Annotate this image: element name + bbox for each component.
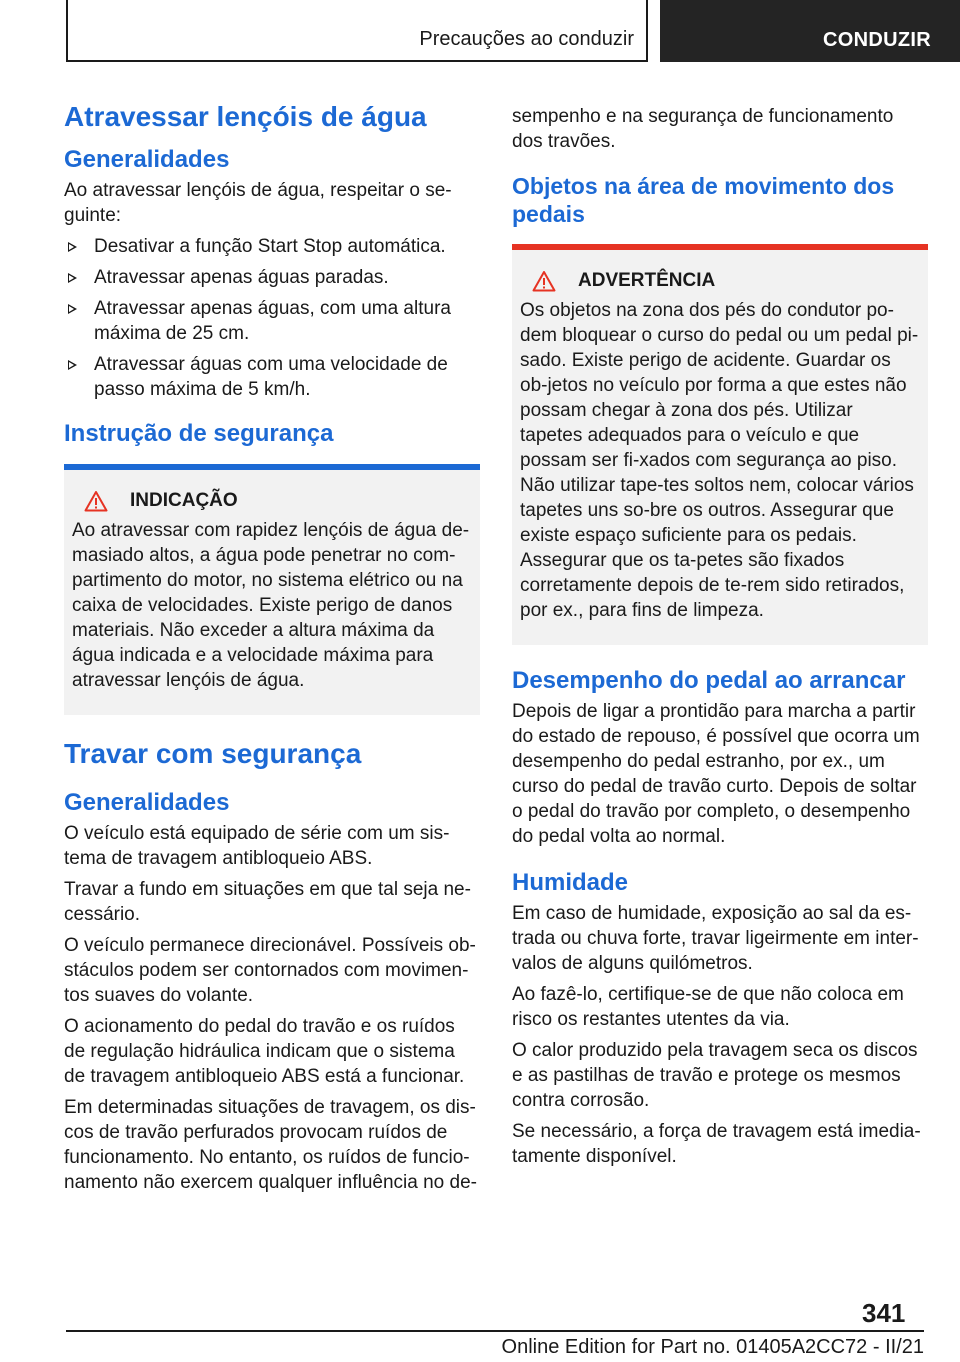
page-header <box>0 0 960 66</box>
triangle-bullet-icon <box>68 273 77 283</box>
humidity-paragraph: Ao fazê-lo, certifique-se de que não coloca em risco os restantes utentes da via. <box>512 984 904 1030</box>
heading-water-crossing: Atravessar lençóis de água <box>64 101 427 132</box>
list-item: Atravessar águas com uma velocidade de passo máxima de 5 km/h. <box>64 352 480 402</box>
notice-title: INDICAÇÃO <box>72 490 472 512</box>
heading-pedal-behaviour: Desempenho do pedal ao arrancar <box>512 667 906 694</box>
humidity-paragraph: Em caso de humidade, exposição ao sal da es-trada ou chuva forte, travar ligeirmente em inter-valos de alguns quilómetros. <box>512 903 919 974</box>
braking-paragraph: Em determinadas situações de travagem, os dis-cos de travão perfurados provocam ruídos de funcionamento. No entanto, os ruídos de funcio-namento não exercem qualquer influência no de- <box>64 1097 477 1193</box>
heading-safe-braking: Travar com segurança <box>64 738 362 769</box>
list-item: Atravessar apenas águas, com uma altura máxima de 25 cm. <box>64 296 480 346</box>
water-bullet-list <box>64 234 480 402</box>
right-column <box>512 104 928 1175</box>
warning-box <box>512 244 928 645</box>
footer-divider <box>66 1330 924 1332</box>
heading-general-braking: Generalidades <box>64 789 230 816</box>
page-number: 341 <box>862 1298 906 1328</box>
continued-paragraph: sempenho e na segurança de funcionamento dos travões. <box>512 106 894 152</box>
triangle-bullet-icon <box>68 360 77 370</box>
braking-paragraph: O veículo está equipado de série com um sis-tema de travagem antibloqueio ABS. <box>64 823 450 869</box>
edition-note: Online Edition for Part no. 01405A2CC72 - II/21 <box>501 1336 924 1358</box>
triangle-bullet-icon <box>68 242 77 252</box>
notice-text: Ao atravessar com rapidez lençóis de água de-masiado altos, a água pode penetrar no com-partimento do motor, no sistema elétrico ou na caixa de velocidades. Existe perigo de danos materiais. Não exceder a altura máxima da água indicada e a velocidade máxima para atravessar lençóis de água. <box>72 520 470 691</box>
heading-pedal-objects: Objetos na área de movimento dos pedais <box>512 173 895 227</box>
chapter-tab: CONDUZIR <box>660 0 960 62</box>
warning-title: ADVERTÊNCIA <box>520 270 920 292</box>
left-column <box>64 100 480 1201</box>
braking-paragraph: O veículo permanece direcionável. Possíveis ob-stáculos podem ser contornados com movimen-tos suaves do volante. <box>64 935 476 1006</box>
warning-triangle-icon <box>532 270 556 292</box>
notice-box <box>64 464 480 715</box>
warning-text: Os objetos na zona dos pés do condutor po-dem bloquear o curso do pedal ou um pedal pi-sado. Existe perigo de acidente. Guardar os ob-jetos no veículo por forma a que estes não possam chegar à zona dos pés. Utilizar tapetes adequados para o veículo e que possam ser fi-xados com segurança ao piso. Não utilizar tape-tes soltos nem, colocar vários tapetes uns so-bre os outros. Assegurar que existe espaço suficiente para os pedais. Assegurar que os ta-petes são fixados corretamente depois de te-rem sido retirados, por ex., para fins de limpeza. <box>520 300 919 621</box>
heading-safety-instruction: Instrução de segurança <box>64 420 334 447</box>
intro-paragraph: Ao atravessar lençóis de água, respeitar o se-guinte: <box>64 180 452 226</box>
humidity-paragraph: O calor produzido pela travagem seca os discos e as pastilhas de travão e protege os mesmos contra corrosão. <box>512 1040 918 1111</box>
warning-triangle-icon <box>84 490 108 512</box>
heading-general: Generalidades <box>64 146 230 173</box>
list-item: Desativar a função Start Stop automática. <box>64 234 480 259</box>
triangle-bullet-icon <box>68 304 77 314</box>
section-title: Precauções ao conduzir <box>419 28 634 50</box>
braking-paragraph: O acionamento do pedal do travão e os ruídos de regulação hidráulica indicam que o sistema de travagem antibloqueio ABS está a funcionar. <box>64 1016 465 1087</box>
pedal-paragraph: Depois de ligar a prontidão para marcha a partir do estado de repouso, é possível que ocorra um desempenho do pedal estranho, por ex., um curso do pedal de travão curto. Depois de soltar o pedal do travão por completo, o desempenho do pedal volta ao normal. <box>512 701 920 847</box>
humidity-paragraph: Se necessário, a força de travagem está imedia-tamente disponível. <box>512 1121 921 1167</box>
heading-humidity: Humidade <box>512 869 629 896</box>
section-tab <box>66 0 648 62</box>
list-item: Atravessar apenas águas paradas. <box>64 265 480 290</box>
braking-paragraph: Travar a fundo em situações em que tal seja ne-cessário. <box>64 879 471 925</box>
